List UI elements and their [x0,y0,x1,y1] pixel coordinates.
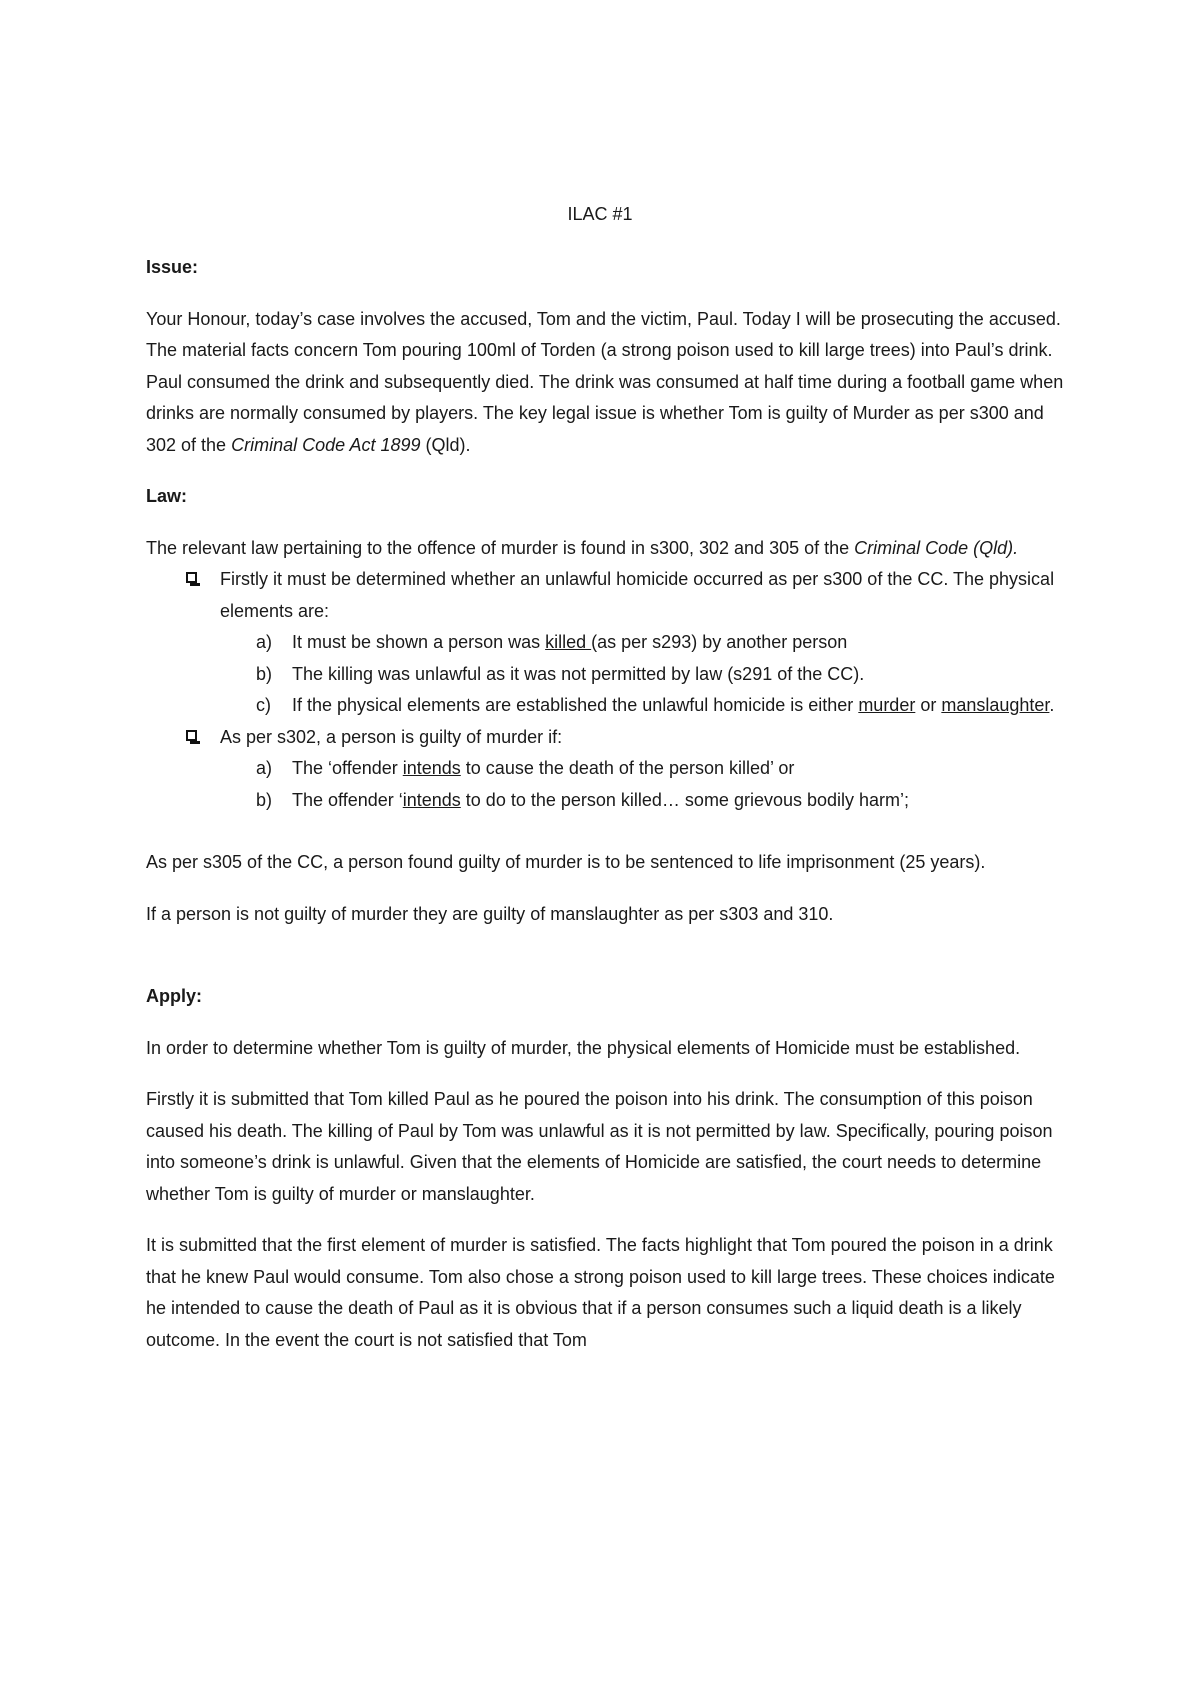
item-label: a) [256,632,273,652]
item-text: or [915,695,942,715]
document-body [146,252,1066,1356]
item-text: The offender ‘ [292,789,403,810]
law-bullet-1-text: Firstly it must be determined whether an unlawful homicide occurred as per s300 of the CC. The physical elements are: [220,569,1055,621]
issue-heading: Issue: [146,257,199,277]
item-underlined: murder [858,695,916,715]
checkbox-bullet-icon [186,730,197,741]
document-title: ILAC #1 [567,204,633,224]
apply-paragraph-1: In order to determine whether Tom is guilty of murder, the physical elements of Homicide must be established. [146,1037,1021,1058]
law-intro [146,533,1066,565]
item-label: b) [256,789,273,810]
law-heading: Law: [146,486,188,506]
apply-paragraph-2: Firstly it is submitted that Tom killed Paul as he poured the poison into his drink. The consumption of this poison caused his death. The killing of Paul by Tom was unlawful as it is not permitted by law. Specifically, pouring poison into someone’s drink is unlawful. Given that the elements of Homicide are satisfied, the court needs to determine whether Tom is guilty of murder or manslaughter. [146,1089,1053,1204]
item-text: It must be shown a person was [292,632,546,652]
item-text: to cause the death of the person killed’ or [460,758,795,778]
issue-act-title: Criminal Code Act 1899 [231,434,421,455]
law-bullet-1-item-b [146,659,1066,691]
item-label: c) [256,695,271,715]
item-text: The ‘offender [292,758,403,778]
item-label: a) [256,758,273,778]
issue-text-end: (Qld). [420,434,471,455]
item-underlined: killed [545,632,592,652]
law-s303-paragraph: If a person is not guilty of murder they are guilty of manslaughter as per s303 and 310. [146,903,834,924]
law-bullet-2 [146,722,1066,754]
checkbox-bullet-icon [186,572,197,583]
law-s305-paragraph: As per s305 of the CC, a person found guilty of murder is to be sentenced to life imprisonment (25 years). [146,852,986,872]
law-bullet-2-item-a [146,753,1066,785]
item-label: b) [256,663,273,684]
item-text: If the physical elements are established the unlawful homicide is either [292,695,859,715]
law-bullet-1 [146,564,1066,627]
law-bullet-1-item-a [146,627,1066,659]
item-underlined: intends [402,758,461,778]
law-bullet-2-item-b [146,785,1066,817]
issue-text: Your Honour, today’s case involves the accused, Tom and the victim, Paul. Today I will be prosecuting the accused. The material facts concern Tom pouring 100ml of Torden (a strong poison used to kill large trees) into Paul’s drink. Paul consumed the drink and subsequently died. The drink was consumed at half time during a football game when drinks are normally consumed by players. The key legal issue is whether Tom is guilty of Murder as per s300 and 302 of the [146,308,1064,455]
item-underlined: manslaughter [941,695,1050,715]
issue-paragraph [146,304,1066,462]
apply-paragraph-3: It is submitted that the first element of murder is satisfied. The facts highlight that Tom poured the poison in a drink that he knew Paul would consume. Tom also chose a strong poison used to kill large trees. These choices indicate he intended to cause the death of Paul as it is obvious that if a person consumes such a liquid death is a likely outcome. In the event the court is not satisfied that Tom [146,1235,1055,1350]
law-intro-text: The relevant law pertaining to the offence of murder is found in s300, 302 and 305 of the [146,537,855,558]
item-text: (as per s293) by another person [591,632,848,652]
item-text: . [1049,695,1055,715]
law-intro-code-title: Criminal Code (Qld). [854,537,1019,558]
law-bullet-2-text: As per s302, a person is guilty of murder if: [220,726,563,747]
item-text: The killing was unlawful as it was not permitted by law (s291 of the CC). [292,663,865,684]
item-text: to do to the person killed… some grievous bodily harm’; [460,789,910,810]
apply-heading: Apply: [146,986,202,1006]
law-bullet-1-item-c [146,690,1066,722]
item-underlined: intends [402,789,461,810]
